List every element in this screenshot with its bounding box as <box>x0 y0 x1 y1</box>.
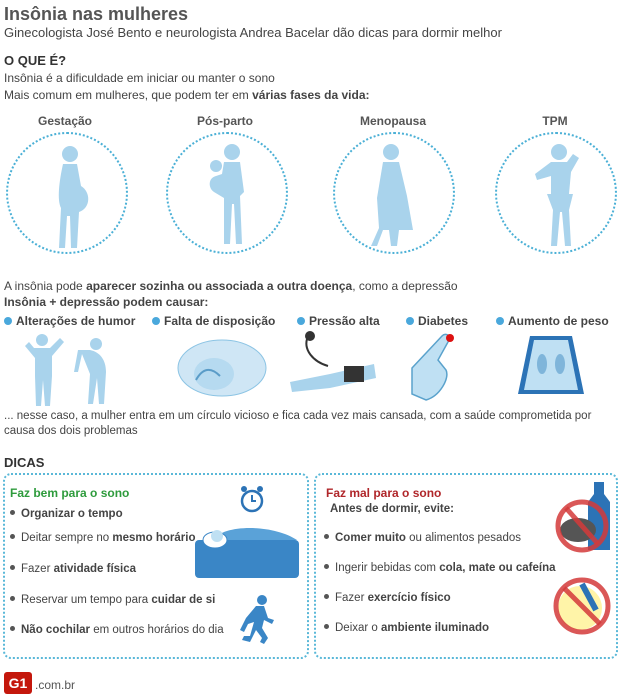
g1-logo: G1 <box>4 672 32 694</box>
woman-headache-icon <box>497 134 615 252</box>
phase-circle-tpm <box>495 132 617 254</box>
tip-good-1: Organizar o tempo <box>10 508 123 520</box>
symptom-disposicao: Falta de disposição <box>152 314 275 328</box>
tip-good-2: Deitar sempre no mesmo horário <box>10 532 195 544</box>
no-heavy-food-drinks-icon <box>554 478 614 556</box>
symptom-peso: Aumento de peso <box>496 314 609 328</box>
pregnant-woman-icon <box>8 134 126 252</box>
woman-holding-baby-icon <box>168 134 286 252</box>
phase-label-gestacao: Gestação <box>37 114 93 128</box>
footer-domain: .com.br <box>35 678 76 692</box>
tips-bad-title: Faz mal para o sono <box>326 486 442 500</box>
bullet-dot <box>496 317 504 325</box>
tired-face-icon <box>170 330 270 402</box>
tip-bad-3: Fazer exercício físico <box>324 592 451 604</box>
phase-circle-gestacao <box>6 132 128 254</box>
associated-text: A insônia pode aparecer sozinha ou associada a outra doença, como a depressão <box>4 279 458 293</box>
tip-bad-2: Ingerir bebidas com cola, mate ou cafeína <box>324 562 556 574</box>
page-subtitle: Ginecologista José Bento e neurologista Andrea Bacelar dão dicas para dormir melhor <box>4 25 502 40</box>
no-light-icon <box>552 574 612 638</box>
tip-bad-4: Deixar o ambiente iluminado <box>324 622 489 634</box>
tip-good-3: Fazer atividade física <box>10 563 136 575</box>
bullet-dot <box>297 317 305 325</box>
phase-circle-menopausa <box>333 132 455 254</box>
phase-label-pos-parto: Pós-parto <box>196 114 253 128</box>
scale-icon <box>512 328 590 400</box>
alarm-clock-icon <box>238 484 266 514</box>
symptom-pressao: Pressão alta <box>297 314 380 328</box>
tip-good-5: Não cochilar em outros horários do dia <box>10 624 224 636</box>
blood-pressure-icon <box>288 328 378 392</box>
bullet-dot <box>152 317 160 325</box>
page-title: Insônia nas mulheres <box>4 4 189 24</box>
runner-icon <box>236 594 276 648</box>
phase-circle-pos-parto <box>166 132 288 254</box>
symptom-humor: Alterações de humor <box>4 314 135 328</box>
symptom-diabetes: Diabetes <box>406 314 468 328</box>
bullet-dot <box>406 317 414 325</box>
tip-bad-1: Comer muito ou alimentos pesados <box>324 532 521 544</box>
phase-label-tpm: TPM <box>542 114 568 128</box>
bullet-dot <box>4 317 12 325</box>
what-line1: Insônia é a dificuldade em iniciar ou manter o sono <box>4 71 275 85</box>
mood-change-icon <box>20 330 130 408</box>
associated-heading: Insônia + depressão podem causar: <box>4 295 209 309</box>
sleeping-in-bed-icon <box>193 520 301 580</box>
phase-label-menopausa: Menopausa <box>359 114 426 128</box>
what-heading: O QUE É? <box>4 53 67 68</box>
tips-heading: DICAS <box>4 455 45 470</box>
consequence-line2: causa dos dois problemas <box>4 425 138 437</box>
finger-blood-drop-icon <box>404 328 464 406</box>
consequence-line1: ... nesse caso, a mulher entra em um círculo vicioso e fica cada vez mais cansada, com a saúde comprometida por <box>4 410 592 422</box>
tips-bad-subtitle: Antes de dormir, evite: <box>330 503 454 515</box>
tip-good-4: Reservar um tempo para cuidar de si <box>10 594 215 606</box>
what-line2: Mais comum em mulheres, que podem ter em várias fases da vida: <box>4 88 370 102</box>
older-woman-icon <box>335 134 453 252</box>
tips-good-title: Faz bem para o sono <box>10 486 130 500</box>
